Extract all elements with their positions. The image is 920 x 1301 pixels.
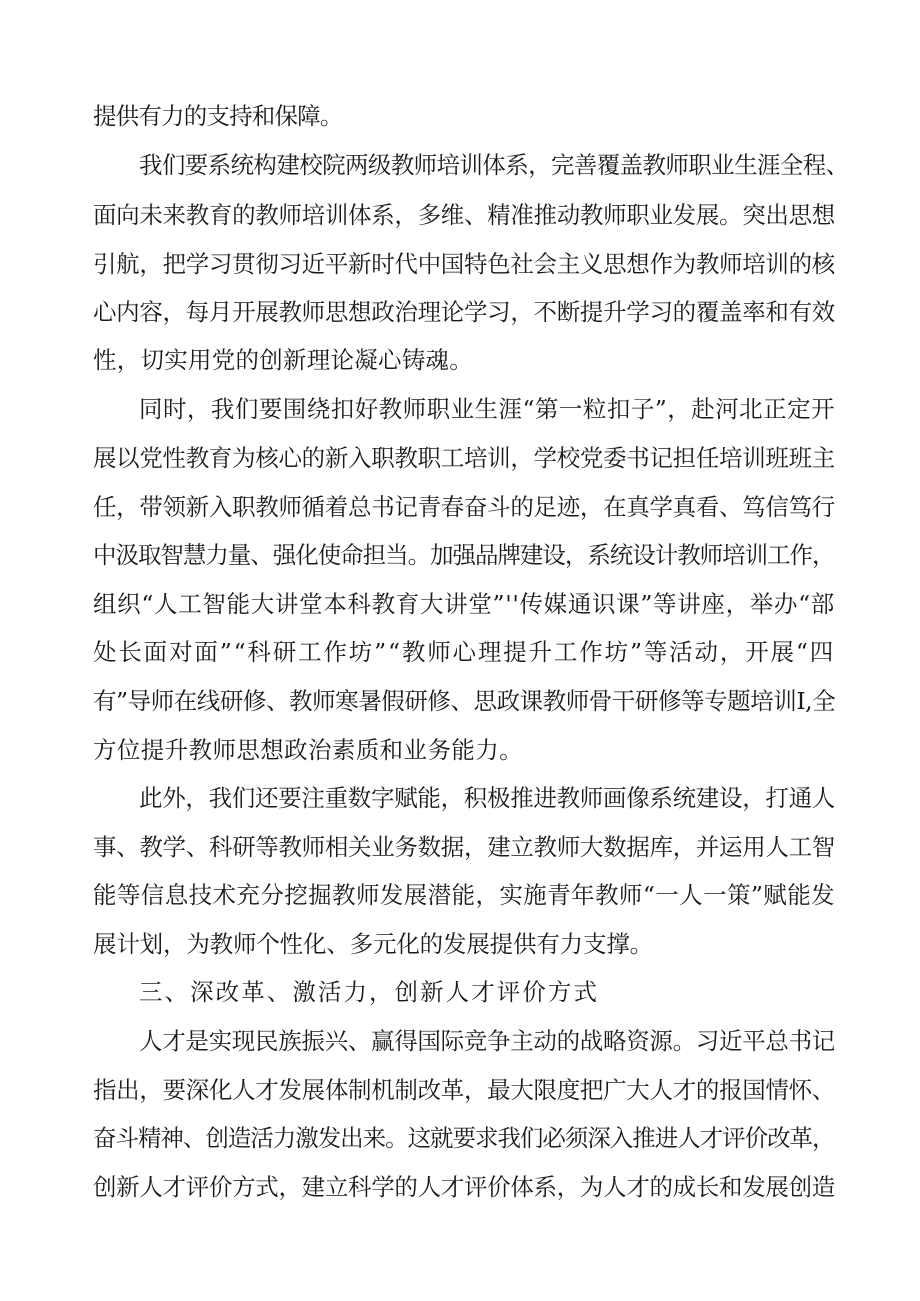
text-line: 我们要系统构建校院两级教师培训体系，完善覆盖教师职业生涯全程、 bbox=[139, 151, 849, 179]
text-line: 引航，把学习贯彻习近平新时代中国特色社会主义思想作为教师培训的核 bbox=[93, 250, 835, 278]
text-line: 组织“人工智能大讲堂本科教育大讲堂”''传媒通识课”等讲座，举办“部 bbox=[93, 590, 835, 618]
text-line: 中汲取智慧力量、强化使命担当。加强品牌建设，系统设计教师培训工作， bbox=[93, 541, 835, 569]
section-heading: 三、深改革、激活力，创新人才评价方式 bbox=[139, 978, 599, 1006]
text-line: 同时，我们要围绕扣好教师职业生涯“第一粒扣子”，赴河北正定开 bbox=[139, 395, 836, 423]
text-line: 提供有力的支持和保障。 bbox=[93, 102, 343, 130]
text-line: 人才是实现民族振兴、赢得国际竞争主动的战略资源。习近平总书记 bbox=[139, 1027, 835, 1055]
text-line: 性，切实用党的创新理论凝心铸魂。 bbox=[93, 346, 473, 374]
text-line: 展以党性教育为核心的新入职教职工培训，学校党委书记担任培训班班主 bbox=[93, 444, 835, 472]
text-line: 奋斗精神、创造活力激发出来。这就要求我们必须深入推进人才评价改革， bbox=[93, 1124, 835, 1152]
text-line: 此外，我们还要注重数字赋能，积极推进教师画像系统建设，打通人 bbox=[139, 784, 835, 812]
text-line: 能等信息技术充分挖掘教师发展潜能，实施青年教师“一人一策”赋能发 bbox=[93, 881, 836, 909]
text-line: 有”导师在线研修、教师寒暑假研修、思政课教师骨干研修等专题培训I,全 bbox=[93, 687, 836, 715]
text-line: 指出，要深化人才发展体制机制改革，最大限度把广大人才的报国情怀、 bbox=[93, 1076, 835, 1104]
text-line: 任，带领新入职教师循着总书记青春奋斗的足迹，在真学真看、笃信笃行 bbox=[93, 493, 835, 521]
text-line: 展计划，为教师个性化、多元化的发展提供有力支撑。 bbox=[93, 930, 653, 958]
text-line: 处长面对面”“科研工作坊”“教师心理提升工作坊”等活动，开展“四 bbox=[93, 638, 836, 666]
text-line: 事、教学、科研等教师相关业务数据，建立教师大数据库，并运用人工智 bbox=[93, 833, 835, 861]
text-line: 面向未来教育的教师培训体系，多维、精准推动教师职业发展。突出思想 bbox=[93, 201, 835, 229]
text-line: 心内容，每月开展教师思想政治理论学习，不断提升学习的覆盖率和有效 bbox=[93, 298, 835, 326]
text-line: 创新人才评价方式，建立科学的人才评价体系，为人才的成长和发展创造 bbox=[93, 1173, 835, 1201]
text-line: 方位提升教师思想政治素质和业务能力。 bbox=[93, 736, 523, 764]
